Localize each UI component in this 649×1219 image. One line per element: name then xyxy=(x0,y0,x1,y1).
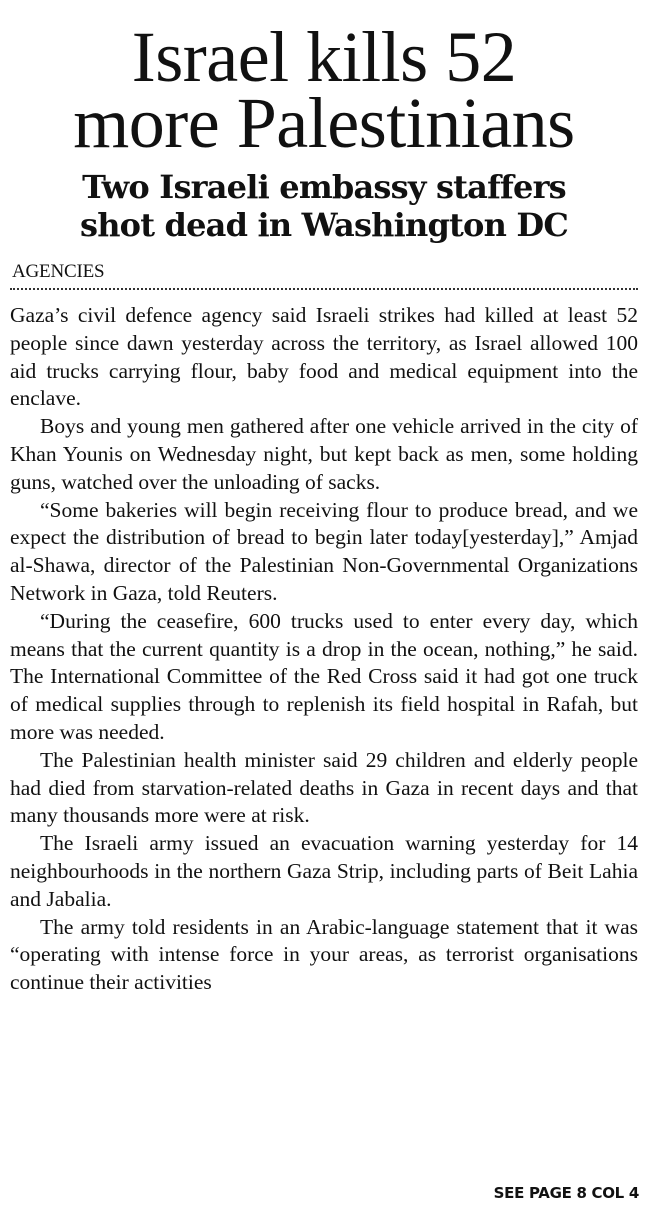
headline xyxy=(10,17,638,163)
body-paragraph: Boys and young men gathered after one vehicle arrived in the city of Khan Younis on Wednesday night, but kept back as men, some holding guns, watched over the unloading of sacks. xyxy=(10,414,638,494)
body-paragraph: The army told residents in an Arabic-language statement that it was “operating with intense force in your areas, as terrorist organisations continue their activities xyxy=(10,914,638,995)
body-paragraph: The Israeli army issued an evacuation warning yesterday for 14 neighbourhoods in the northern Gaza Strip, including parts of Beit Lahia and Jabalia. xyxy=(10,831,638,911)
byline: AGENCIES xyxy=(12,261,105,282)
subheadline xyxy=(10,168,638,244)
subheadline-line-2: shot dead in Washington DC xyxy=(79,206,568,244)
body-paragraph: The Palestinian health minister said 29 children and elderly people had died from starvation-related deaths in Gaza in recent days and that many thousands more were at risk. xyxy=(10,747,638,828)
body-paragraph: “During the ceasefire, 600 trucks used to enter every day, which means that the current quantity is a drop in the ocean, nothing,” he said. The International Committee of the Red Cross said it had got one truck of medical supplies through to replenish its field hospital in Rafah, but more was needed. xyxy=(10,608,638,744)
headline-line-2: more Palestinians xyxy=(73,83,575,163)
headline-line-1: Israel kills 52 xyxy=(131,17,517,97)
subheadline-line-1: Two Israeli embassy staffers xyxy=(82,168,566,206)
dotted-divider xyxy=(10,288,638,290)
body-paragraph: “Some bakeries will begin receiving flour to produce bread, and we expect the distribution of bread to begin later today[yesterday],” Amjad al-Shawa, director of the Palestinian Non-Governmental Organizations Network in Gaza, told Reuters. xyxy=(10,497,638,605)
continuation-line: SEE PAGE 8 COL 4 xyxy=(493,1184,639,1202)
article-body xyxy=(10,302,638,997)
article xyxy=(10,0,638,997)
body-paragraph: Gaza’s civil defence agency said Israeli strikes had killed at least 52 people since dawn yesterday across the territory, as Israel allowed 100 aid trucks carrying flour, baby food and medical equipment into the enclave. xyxy=(10,303,638,411)
